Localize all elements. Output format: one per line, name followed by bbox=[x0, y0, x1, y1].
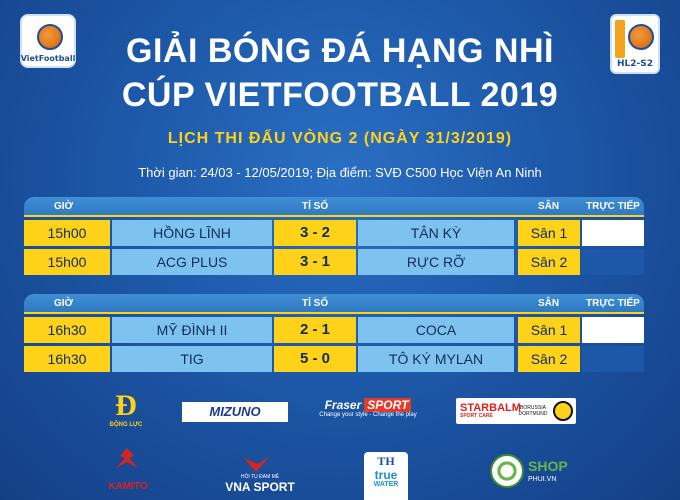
away-team: RỰC RỠ bbox=[358, 249, 514, 275]
live-stream-cell[interactable] bbox=[582, 317, 644, 343]
tournament-info: Thời gian: 24/03 - 12/05/2019; Địa điểm: SVĐ C500 Học Viện An Ninh bbox=[138, 165, 542, 180]
shop-phui-logo bbox=[490, 452, 580, 496]
th-true-water-logo bbox=[364, 452, 408, 500]
vna-mark-icon bbox=[242, 454, 272, 474]
schedule-subtitle: LỊCH THI ĐẤU VÒNG 2 (NGÀY 31/3/2019) bbox=[167, 130, 513, 147]
match-score: 2 - 1 bbox=[274, 317, 356, 343]
match-score: 3 - 1 bbox=[274, 249, 356, 275]
match-table-2 bbox=[24, 294, 644, 372]
fraser-sport-logo bbox=[316, 398, 420, 422]
table-row bbox=[24, 220, 644, 246]
dongluc-d-icon: Ð bbox=[115, 389, 137, 422]
match-time: 16h30 bbox=[24, 346, 110, 372]
shop-text: SHOP bbox=[528, 458, 568, 474]
fraser-sport-text: SPORT bbox=[364, 398, 411, 412]
match-score: 3 - 2 bbox=[274, 220, 356, 246]
table-row bbox=[24, 249, 644, 275]
sponsors-section bbox=[0, 384, 680, 500]
home-team: TIG bbox=[112, 346, 272, 372]
header-venue: SÂN bbox=[538, 201, 560, 212]
match-time: 16h30 bbox=[24, 317, 110, 343]
header-venue: SÂN bbox=[538, 298, 560, 309]
match-table-1 bbox=[24, 197, 644, 275]
kamito-text: KAMITO bbox=[108, 481, 148, 492]
header-score: TỈ SỐ bbox=[302, 201, 329, 212]
bvb-crest-icon bbox=[553, 401, 573, 421]
table-row bbox=[24, 317, 644, 343]
dongluc-logo bbox=[106, 390, 146, 434]
home-team: MỸ ĐÌNH II bbox=[112, 317, 272, 343]
page-title-line1: GIẢI BÓNG ĐÁ HẠNG NHÌ bbox=[126, 32, 554, 70]
soccer-ball-icon bbox=[490, 454, 524, 488]
home-team: ACG PLUS bbox=[112, 249, 272, 275]
fraser-text: Fraser bbox=[324, 398, 362, 412]
match-venue: Sân 2 bbox=[518, 249, 580, 275]
borussia-text: BORUSSIA DORTMUND bbox=[518, 405, 548, 417]
live-stream-cell[interactable] bbox=[582, 249, 644, 275]
fraser-tagline: Change your style - Change the play bbox=[319, 412, 417, 418]
live-stream-cell[interactable] bbox=[582, 346, 644, 372]
table-header bbox=[24, 197, 644, 217]
table-row bbox=[24, 346, 644, 372]
away-team: TÔ KÝ MYLAN bbox=[358, 346, 514, 372]
header-time: GIỜ bbox=[54, 298, 74, 309]
kamito-mark-icon bbox=[112, 446, 142, 476]
league-code: HL2-S2 bbox=[616, 59, 653, 69]
match-venue: Sân 1 bbox=[518, 317, 580, 343]
vietfootball-logo-text: VietFootball bbox=[20, 54, 76, 63]
header-time: GIỜ bbox=[54, 201, 74, 212]
mizuno-logo: MIZUNO bbox=[182, 402, 288, 422]
dongluc-text: ĐỘNG LỰC bbox=[109, 422, 143, 428]
starbalm-logo bbox=[456, 398, 576, 424]
kamito-logo bbox=[98, 446, 158, 496]
match-venue: Sân 1 bbox=[518, 220, 580, 246]
header-live: TRỰC TIẾP bbox=[586, 298, 640, 309]
table-header bbox=[24, 294, 644, 314]
match-score: 5 - 0 bbox=[274, 346, 356, 372]
home-team: HỒNG LĨNH bbox=[112, 220, 272, 246]
live-stream-cell[interactable] bbox=[582, 220, 644, 246]
match-time: 15h00 bbox=[24, 249, 110, 275]
away-team: TÂN KỲ bbox=[358, 220, 514, 246]
true-text: true bbox=[374, 468, 398, 482]
th-text: TH bbox=[377, 454, 395, 468]
match-time: 15h00 bbox=[24, 220, 110, 246]
water-text: WATER bbox=[373, 481, 399, 488]
shop-site-text: PHUI.VN bbox=[528, 476, 557, 483]
page-title-line2: CÚP VIETFOOTBALL 2019 bbox=[121, 76, 559, 114]
starbalm-text: STARBALM bbox=[460, 402, 521, 414]
starbalm-sub: SPORT CARE bbox=[460, 413, 493, 419]
away-team: COCA bbox=[358, 317, 514, 343]
header-live: TRỰC TIẾP bbox=[586, 201, 640, 212]
header-score: TỈ SỐ bbox=[302, 298, 329, 309]
vna-text: VNA SPORT bbox=[225, 480, 295, 494]
match-venue: Sân 2 bbox=[518, 346, 580, 372]
vna-sport-logo bbox=[212, 454, 308, 494]
vna-slogan: HỘI TỤ ĐAM MÊ bbox=[240, 474, 280, 480]
